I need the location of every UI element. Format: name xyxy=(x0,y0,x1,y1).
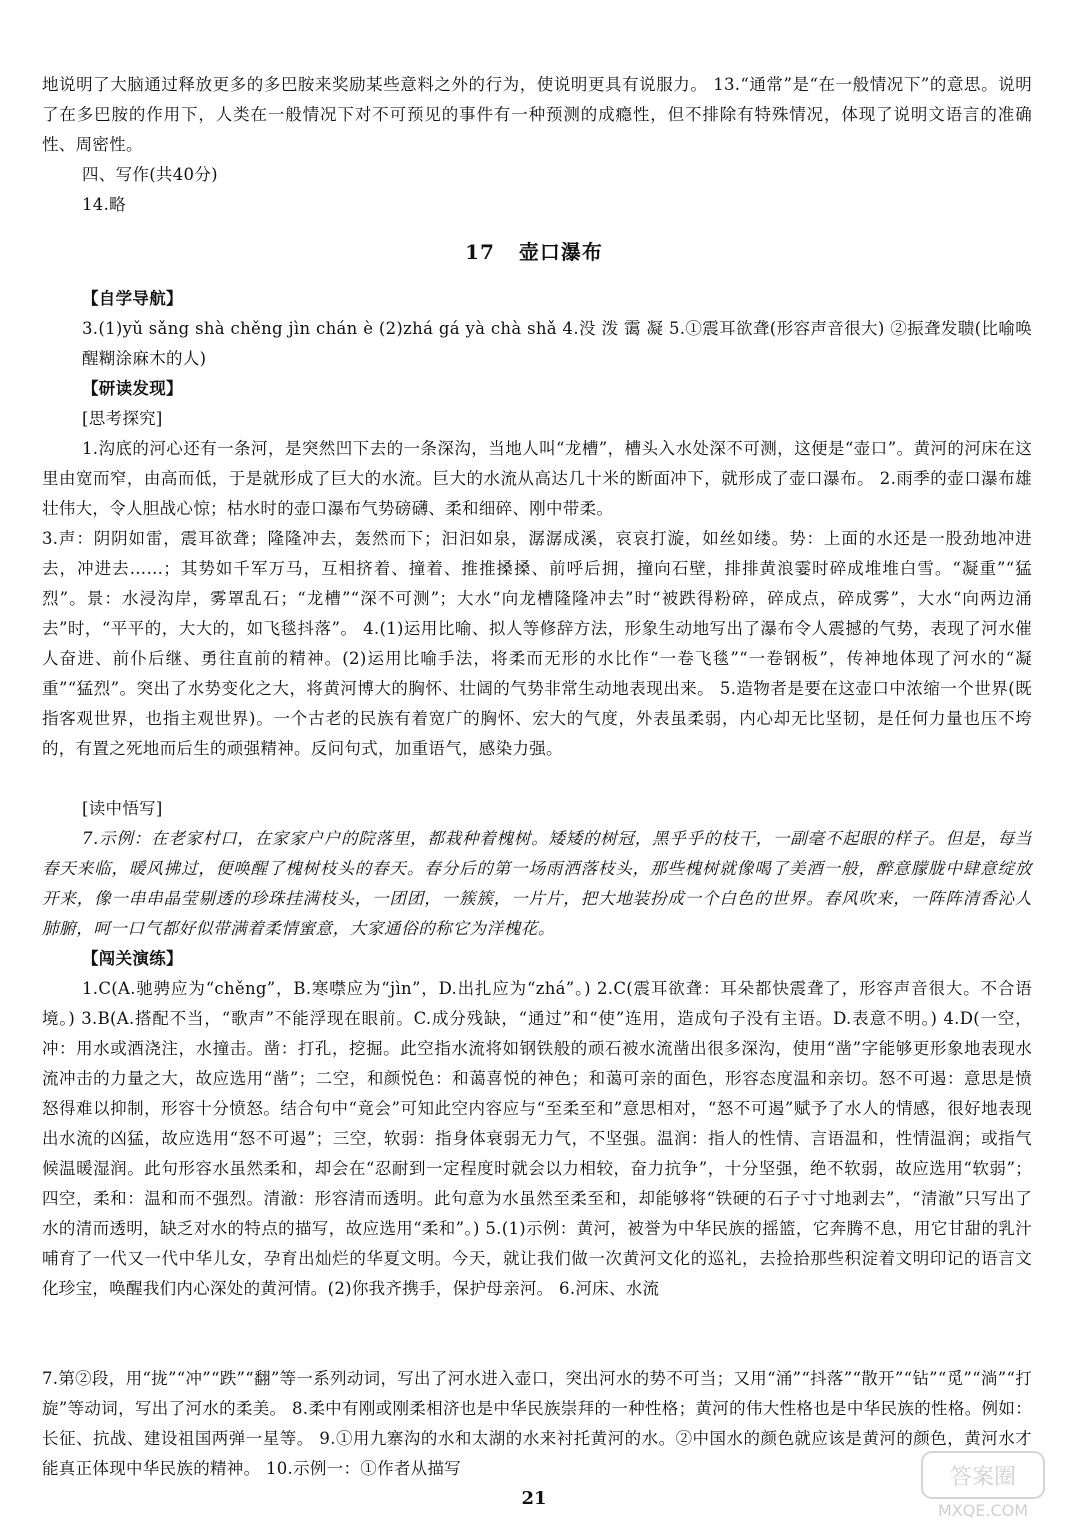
duzhong-heading: [读中悟写] xyxy=(82,799,163,818)
page-number: 21 xyxy=(521,1488,547,1509)
intro-paragraph: 地说明了大脑通过释放更多的多巴胺来奖励某些意料之外的行为，使说明更具有说服力。 13.“通常”是“在一般情况下”的意思。说明了在多巴胺的作用下，人类在一般情况下对不可预见的事件有一种预测的成瘾性，但不排除有特殊情况，体现了说明文语言的准确性、周密性。 xyxy=(42,75,1032,154)
question-14: 14.略 xyxy=(82,195,126,214)
chuangguan-heading: 【闯关演练】 xyxy=(82,949,183,968)
zixue-answers: 3.(1)yǔ sǎng shà chěng jìn chán è (2)zhá gá yà chà shǎ 4.没 泼 霭 凝 5.①震耳欲聋(形容声音很大) ②振聋发聩(比喻唤醒糊涂麻木的人) xyxy=(82,319,1032,368)
sikao-paragraph-1: 1.沟底的河心还有一条河，是突然凹下去的一条深沟，当地人叫“龙槽”，槽头入水处深不可测，这便是“壶口”。黄河的河床在这里由宽而窄，由高而低，于是就形成了巨大的水流。巨大的水流从高达几十米的断面冲下，就形成了壶口瀑布。 2.雨季的壶口瀑布雄壮伟大，令人胆战心惊；枯水时的壶口瀑布气势磅礴、柔和细碎、刚中带柔。 xyxy=(42,439,1032,518)
svg-text:答案圈: 答案圈 xyxy=(949,1465,1017,1490)
chuangguan-paragraph-1: 1.C(A.驰骋应为“chěng”，B.寒噤应为“jìn”，D.出扎应为“zhá”。) 2.C(震耳欲聋：耳朵都快震聋了，形容声音很大。不合语境。) 3.B(A.搭配不当，“歌声”不能浮现在眼前。C.成分残缺，“通过”和“使”连用，造成句子没有主语。D.表意不明。) 4.D(一空，冲：用水或酒浇注，水撞击。凿：打孔，挖掘。此空指水流将如钢铁般的顽石被水流凿出很多深沟，使用“凿”字能够更形象地表现水流冲击的力量之大，故应选用“凿”；二空，和颜悦色：和蔼喜悦的神色；和蔼可亲的面色，形容态度温和亲切。怒不可遏：意思是愤怒得难以抑制，形容十分愤怒。结合句中“竟会”可知此空内容应与“至柔至和”意思相对，“怒不可遏”赋予了水人的情感，很好地表现出水流的凶猛，故应选用“怒不可遏”；三空，软弱：指身体衰弱无力气，不坚强。温润：指人的性情、言语温和，性情温润；或指气候温暖湿润。此句形容水虽然柔和，却会在“忍耐到一定程度时就会以力相较，奋力抗争”，十分坚强，绝不软弱，故应选用“软弱”；四空，柔和：温和而不强烈。清澈：形容清而透明。此句意为水虽然至柔至和，却能够将“铁硬的石子寸寸地剥去”，“清澈”只写出了水的清而透明，缺乏对水的特点的描写，故应选用“柔和”。) 5.(1)示例：黄河，被誉为中华民族的摇篮，它奔腾不息，用它甘甜的乳汁哺育了一代又一代中华儿女，孕育出灿烂的华夏文明。今天，就让我们做一次黄河文化的巡礼，去捡拾那些积淀着文明印记的语言文化珍宝，唤醒我们内心深处的黄河情。(2)你我齐携手，保护母亲河。 6.河床、水流 xyxy=(42,979,1032,1298)
watermark-logo xyxy=(918,1444,1048,1524)
writing-heading: 四、写作(共40分) xyxy=(82,165,218,184)
chuangguan-paragraph-2: 7.第②段，用“拢”“冲”“跌”“翻”等一系列动词，写出了河水进入壶口，突出河水的势不可当；又用“涌”“抖落”“散开”“钻”“觅”“淌”“打旋”等动词，写出了河水的柔美。 8.柔中有刚或刚柔相济也是中华民族崇拜的一种性格；黄河的伟大性格也是中华民族的性格。例如：长征、抗战、建设祖国两弹一星等。 9.①用九寨沟的水和太湖的水来衬托黄河的水。②中国水的颜色就应该是黄河的颜色，黄河水才能真正体现中华民族的精神。 10.示例一：①作者从描写 xyxy=(42,1369,1032,1478)
zixue-heading: 【自学导航】 xyxy=(82,289,183,308)
lesson-title xyxy=(0,236,1068,265)
lesson-number: 17 xyxy=(465,240,495,264)
lesson-name: 壶口瀑布 xyxy=(518,240,603,264)
yandu-heading: 【研读发现】 xyxy=(82,379,183,398)
sikao-heading: [思考探究] xyxy=(82,409,163,428)
sikao-paragraph-2: 3.声：阴阴如雷，震耳欲聋；隆隆冲去，轰然而下；汩汩如泉，潺潺成溪，哀哀打漩，如丝如缕。势：上面的水还是一股劲地冲进去，冲进去……；其势如千军万马，互相挤着、撞着、推推搡搡、前呼后拥，撞向石壁，排排黄浪霎时碎成堆堆白雪。“凝重”“猛烈”。景：水浸沟岸，雾罩乱石；“龙槽”“深不可测”；大水“向龙槽隆隆冲去”时“被跌得粉碎，碎成点，碎成雾”，大水“向两边涌去”时，“平平的，大大的，如飞毯抖落”。 4.(1)运用比喻、拟人等修辞方法，形象生动地写出了瀑布令人震撼的气势，表现了河水催人奋进、前仆后继、勇往直前的精神。(2)运用比喻手法，将柔而无形的水比作“一卷飞毯”“一卷钢板”，传神地体现了河水的“凝重”“猛烈”。突出了水势变化之大，将黄河博大的胸怀、壮阔的气势非常生动地表现出来。 5.造物者是要在这壶口中浓缩一个世界(既指客观世界，也指主观世界)。一个古老的民族有着宽广的胸怀、宏大的气度，外表虽柔弱，内心却无比坚韧，是任何力量也压不垮的，有置之死地而后生的顽强精神。反问句式，加重语气，感染力强。 xyxy=(42,529,1032,758)
svg-text:MXQE.COM: MXQE.COM xyxy=(937,1501,1029,1520)
duzhong-answer: 7.示例：在老家村口，在家家户户的院落里，都栽种着槐树。矮矮的树冠，黑乎乎的枝干，一副毫不起眼的样子。但是，每当春天来临，暖风拂过，便唤醒了槐树枝头的春天。春分后的第一场雨洒落枝头，那些槐树就像喝了美酒一般，醉意朦胧中肆意绽放开来，像一串串晶莹剔透的珍珠挂满枝头，一团团，一簇簇，一片片，把大地装扮成一个白色的世界。春风吹来，一阵阵清香沁人肺腑，呵一口气都好似带满着柔情蜜意，大家通俗的称它为洋槐花。 xyxy=(42,829,1032,938)
